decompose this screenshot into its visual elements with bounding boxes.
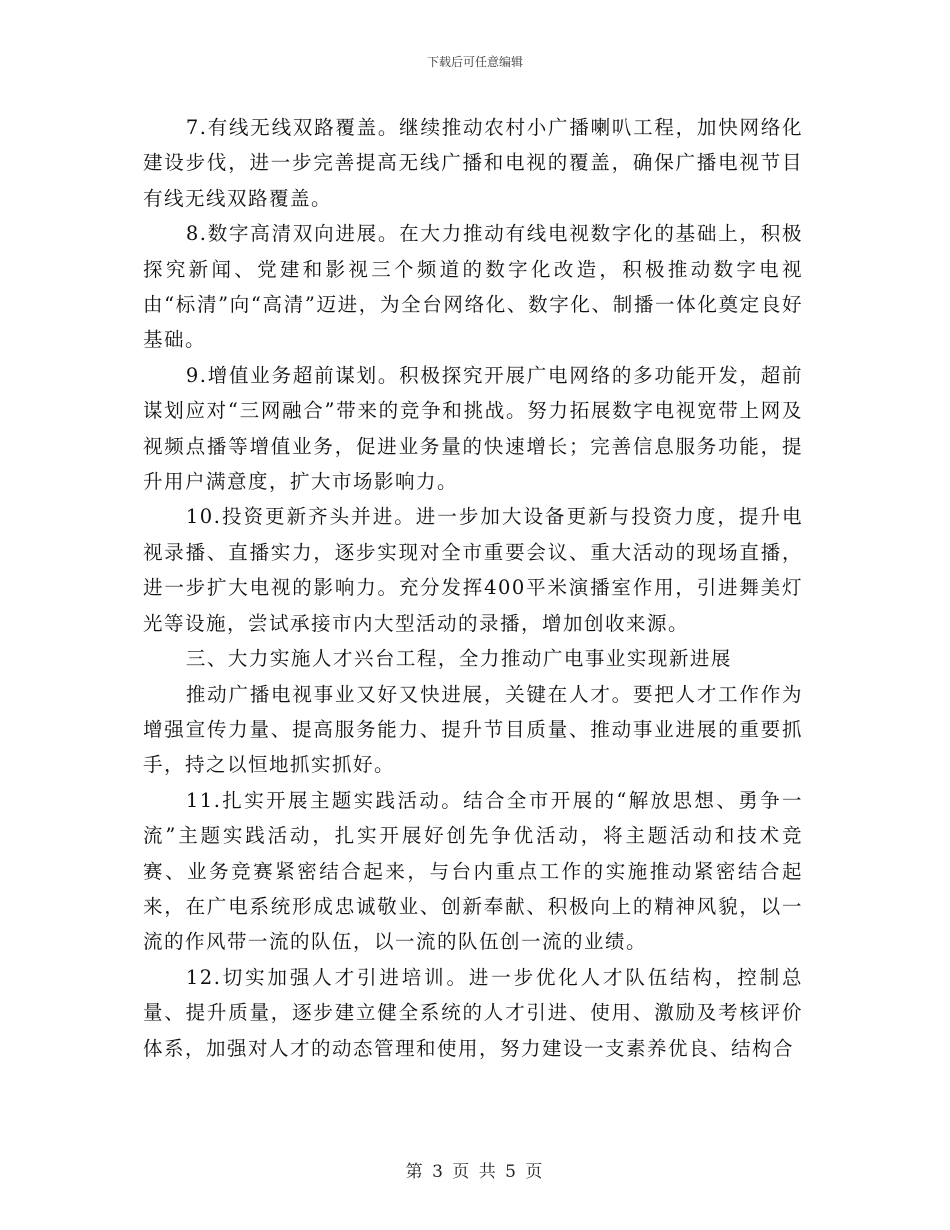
paragraph-item-9: 9.增值业务超前谋划。积极探究开展广电网络的多功能开发，超前谋划应对“三网融合”带来的竞争和挑战。努力拓展数字电视宽带上网及视频点播等增值业务，促进业务量的快速增长；完善信息服务功能，提升用户满意度，扩大市场影响力。 <box>143 363 803 494</box>
paragraph-item-12: 12.切实加强人才引进培训。进一步优化人才队伍结构，控制总量、提升质量，逐步建立健全系统的人才引进、使用、激励及考核评价体系，加强对人才的动态管理和使用，努力建设一支素养优良、结构合 <box>143 965 803 1060</box>
section-heading-3: 三、大力实施人才兴台工程，全力推动广电事业实现新进展 <box>185 647 732 671</box>
section-intro-paragraph: 推动广播电视事业又好又快进展，关键在人才。要把人才工作作为增强宣传力量、提高服务能力、提升节目质量、推动事业进展的重要抓手，持之以恒地抓实抓好。 <box>143 682 803 777</box>
document-body <box>143 110 803 1066</box>
paragraph-item-7: 7.有线无线双路覆盖。继续推动农村小广播喇叭工程，加快网络化建设步伐，进一步完善提高无线广播和电视的覆盖，确保广播电视节目有线无线双路覆盖。 <box>143 116 803 210</box>
paragraph-item-8: 8.数字高清双向进展。在大力推动有线电视数字化的基础上，积极探究新闻、党建和影视三个频道的数字化改造，积极推动数字电视由“标清”向“高清”迈进，为全台网络化、数字化、制播一体化奠定良好基础。 <box>143 222 803 352</box>
paragraph-item-11: 11.扎实开展主题实践活动。结合全市开展的“解放思想、勇争一流”主题实践活动，扎实开展好创先争优活动，将主题活动和技术竞赛、业务竞赛紧密结合起来，与台内重点工作的实施推动紧密结合起来，在广电系统形成忠诚敬业、创新奉献、积极向上的精神风貌，以一流的作风带一流的队伍，以一流的队伍创一流的业绩。 <box>143 788 803 954</box>
page-number-footer: 第 3 页 共 5 页 <box>405 1162 545 1182</box>
paragraph-item-10: 10.投资更新齐头并进。进一步加大设备更新与投资力度，提升电视录播、直播实力，逐步实现对全市重要会议、重大活动的现场直播，进一步扩大电视的影响力。充分发挥400平米演播室作用，引进舞美灯光等设施，尝试承接市内大型活动的录播，增加创收来源。 <box>143 505 803 635</box>
page-header-note: 下载后可任意编辑 <box>426 55 523 69</box>
